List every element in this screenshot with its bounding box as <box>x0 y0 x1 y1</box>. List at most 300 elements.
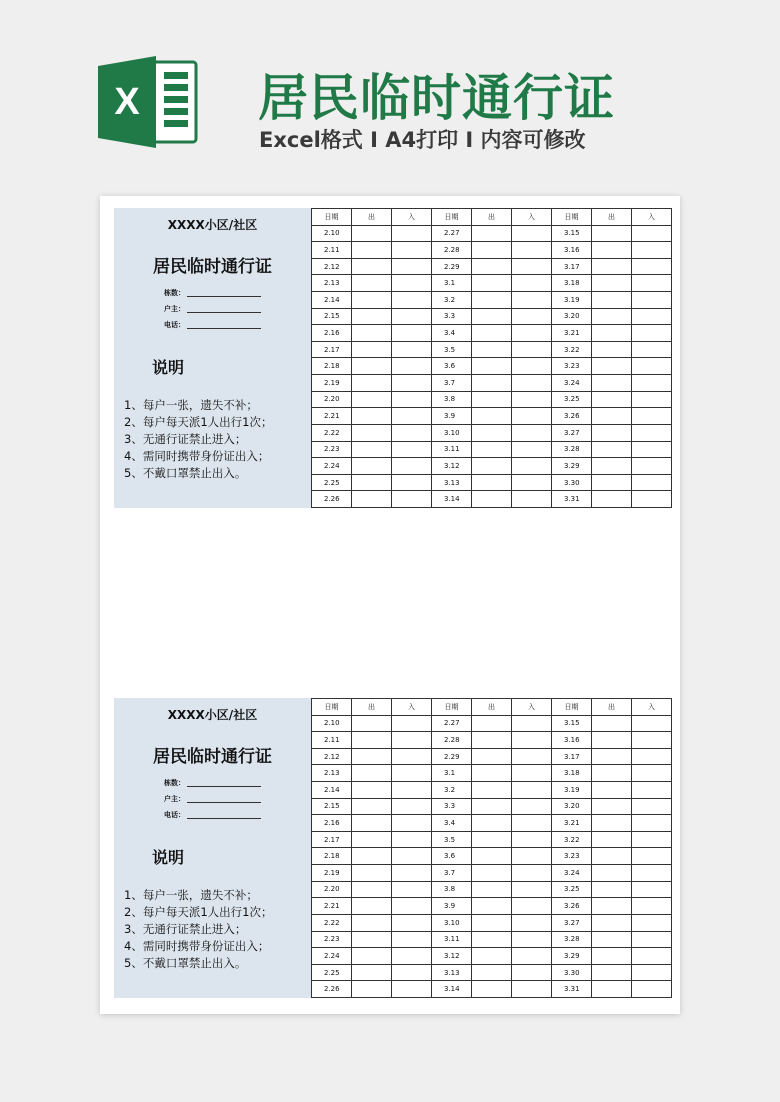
exit-cell[interactable] <box>352 308 392 325</box>
date-cell: 2.10 <box>312 715 352 732</box>
table-row <box>312 782 672 799</box>
exit-cell[interactable] <box>472 441 512 458</box>
entry-cell[interactable] <box>392 258 432 275</box>
exit-cell[interactable] <box>352 258 392 275</box>
entry-cell[interactable] <box>512 798 552 815</box>
exit-cell[interactable] <box>592 748 632 765</box>
exit-cell[interactable] <box>352 732 392 749</box>
entry-cell[interactable] <box>632 391 672 408</box>
date-cell: 3.12 <box>432 948 472 965</box>
entry-cell[interactable] <box>632 341 672 358</box>
exit-cell[interactable] <box>352 424 392 441</box>
date-cell: 3.28 <box>552 931 592 948</box>
date-cell: 2.21 <box>312 898 352 915</box>
exit-cell[interactable] <box>592 865 632 882</box>
exit-cell[interactable] <box>352 358 392 375</box>
exit-cell[interactable] <box>472 408 512 425</box>
exit-cell[interactable] <box>592 275 632 292</box>
entry-cell[interactable] <box>632 948 672 965</box>
table-row <box>312 258 672 275</box>
entry-cell[interactable] <box>632 732 672 749</box>
exit-cell[interactable] <box>472 242 512 259</box>
exit-cell[interactable] <box>592 441 632 458</box>
building-label: 栋数： <box>164 289 185 297</box>
entry-cell[interactable] <box>392 931 432 948</box>
date-cell: 3.24 <box>552 375 592 392</box>
exit-cell[interactable] <box>352 391 392 408</box>
exit-cell[interactable] <box>472 491 512 508</box>
exit-cell[interactable] <box>472 848 512 865</box>
exit-cell[interactable] <box>352 474 392 491</box>
rule-item: 3、无通行证禁止进入； <box>124 922 247 936</box>
date-cell: 3.7 <box>432 375 472 392</box>
exit-cell[interactable] <box>352 408 392 425</box>
community-name: XXXX小区/社区 <box>167 708 258 722</box>
exit-cell[interactable] <box>472 258 512 275</box>
entry-cell[interactable] <box>392 474 432 491</box>
exit-cell[interactable] <box>472 914 512 931</box>
pass-info-panel <box>114 698 311 998</box>
exit-cell[interactable] <box>592 292 632 309</box>
exit-cell[interactable] <box>352 831 392 848</box>
exit-cell[interactable] <box>472 474 512 491</box>
exit-cell[interactable] <box>592 375 632 392</box>
exit-cell[interactable] <box>352 898 392 915</box>
exit-cell[interactable] <box>352 981 392 998</box>
date-cell: 3.16 <box>552 242 592 259</box>
table-row <box>312 898 672 915</box>
table-row <box>312 474 672 491</box>
entry-cell[interactable] <box>512 865 552 882</box>
entry-cell[interactable] <box>512 275 552 292</box>
table-row <box>312 865 672 882</box>
exit-cell[interactable] <box>592 715 632 732</box>
table-row <box>312 375 672 392</box>
entry-cell[interactable] <box>632 458 672 475</box>
exit-cell[interactable] <box>472 831 512 848</box>
table-row <box>312 292 672 309</box>
exit-cell[interactable] <box>592 914 632 931</box>
entry-cell[interactable] <box>392 292 432 309</box>
table-row <box>312 275 672 292</box>
entry-cell[interactable] <box>512 715 552 732</box>
exit-cell[interactable] <box>592 391 632 408</box>
table-row <box>312 225 672 242</box>
phone-field <box>164 810 185 820</box>
date-cell: 2.13 <box>312 765 352 782</box>
entry-cell[interactable] <box>632 242 672 259</box>
building-field <box>164 778 185 788</box>
entry-cell[interactable] <box>512 358 552 375</box>
exit-cell[interactable] <box>352 964 392 981</box>
entry-cell[interactable] <box>392 914 432 931</box>
exit-cell[interactable] <box>592 474 632 491</box>
exit-cell[interactable] <box>592 732 632 749</box>
date-cell: 3.2 <box>432 292 472 309</box>
entry-cell[interactable] <box>392 491 432 508</box>
entry-cell[interactable] <box>512 258 552 275</box>
date-cell: 3.12 <box>432 458 472 475</box>
date-cell: 2.12 <box>312 258 352 275</box>
exit-cell[interactable] <box>352 782 392 799</box>
exit-cell[interactable] <box>472 275 512 292</box>
exit-cell[interactable] <box>472 375 512 392</box>
entry-cell[interactable] <box>392 308 432 325</box>
entry-cell[interactable] <box>632 441 672 458</box>
exit-cell[interactable] <box>472 898 512 915</box>
entry-cell[interactable] <box>392 408 432 425</box>
exit-cell[interactable] <box>352 815 392 832</box>
entry-cell[interactable] <box>632 914 672 931</box>
exit-cell[interactable] <box>592 258 632 275</box>
exit-cell[interactable] <box>592 491 632 508</box>
exit-cell[interactable] <box>472 964 512 981</box>
entry-cell[interactable] <box>632 831 672 848</box>
date-cell: 2.16 <box>312 815 352 832</box>
exit-cell[interactable] <box>472 815 512 832</box>
date-cell: 2.17 <box>312 341 352 358</box>
exit-cell[interactable] <box>352 275 392 292</box>
entry-cell[interactable] <box>632 815 672 832</box>
table-row <box>312 881 672 898</box>
entry-cell[interactable] <box>632 308 672 325</box>
entry-cell[interactable] <box>392 748 432 765</box>
exit-cell[interactable] <box>472 292 512 309</box>
entry-cell[interactable] <box>392 242 432 259</box>
exit-cell[interactable] <box>592 458 632 475</box>
exit-cell[interactable] <box>352 441 392 458</box>
exit-cell[interactable] <box>592 931 632 948</box>
column-header: 出 <box>592 209 632 226</box>
table-row <box>312 765 672 782</box>
exit-cell[interactable] <box>352 225 392 242</box>
entry-cell[interactable] <box>512 225 552 242</box>
entry-cell[interactable] <box>392 964 432 981</box>
entry-cell[interactable] <box>392 424 432 441</box>
entry-cell[interactable] <box>632 931 672 948</box>
entry-cell[interactable] <box>632 981 672 998</box>
entry-cell[interactable] <box>392 798 432 815</box>
exit-cell[interactable] <box>352 325 392 342</box>
entry-cell[interactable] <box>512 782 552 799</box>
entry-cell[interactable] <box>392 898 432 915</box>
exit-cell[interactable] <box>472 225 512 242</box>
date-log-table <box>311 698 672 998</box>
exit-cell[interactable] <box>352 715 392 732</box>
entry-cell[interactable] <box>632 798 672 815</box>
exit-cell[interactable] <box>352 865 392 882</box>
entry-cell[interactable] <box>632 964 672 981</box>
exit-cell[interactable] <box>472 782 512 799</box>
entry-cell[interactable] <box>392 225 432 242</box>
exit-cell[interactable] <box>472 424 512 441</box>
entry-cell[interactable] <box>632 881 672 898</box>
entry-cell[interactable] <box>512 491 552 508</box>
entry-cell[interactable] <box>392 865 432 882</box>
exit-cell[interactable] <box>472 715 512 732</box>
exit-cell[interactable] <box>592 881 632 898</box>
entry-cell[interactable] <box>632 292 672 309</box>
date-cell: 2.24 <box>312 948 352 965</box>
exit-cell[interactable] <box>592 981 632 998</box>
description-title: 说明 <box>152 358 185 377</box>
exit-cell[interactable] <box>352 242 392 259</box>
entry-cell[interactable] <box>632 748 672 765</box>
entry-cell[interactable] <box>512 292 552 309</box>
exit-cell[interactable] <box>592 948 632 965</box>
rule-item: 5、不戴口罩禁止出入。 <box>124 466 247 480</box>
owner-input-line[interactable] <box>187 802 261 803</box>
exit-cell[interactable] <box>592 898 632 915</box>
entry-cell[interactable] <box>632 375 672 392</box>
pass-card <box>114 208 672 508</box>
date-cell: 3.6 <box>432 358 472 375</box>
phone-label: 电话： <box>164 321 185 329</box>
exit-cell[interactable] <box>472 391 512 408</box>
entry-cell[interactable] <box>392 375 432 392</box>
exit-cell[interactable] <box>592 815 632 832</box>
date-cell: 2.23 <box>312 931 352 948</box>
date-cell: 3.3 <box>432 308 472 325</box>
table-row <box>312 914 672 931</box>
entry-cell[interactable] <box>392 275 432 292</box>
exit-cell[interactable] <box>592 798 632 815</box>
exit-cell[interactable] <box>472 798 512 815</box>
entry-cell[interactable] <box>512 325 552 342</box>
date-cell: 2.26 <box>312 491 352 508</box>
entry-cell[interactable] <box>512 914 552 931</box>
date-cell: 3.15 <box>552 715 592 732</box>
entry-cell[interactable] <box>392 341 432 358</box>
entry-cell[interactable] <box>512 748 552 765</box>
exit-cell[interactable] <box>352 765 392 782</box>
date-cell: 3.1 <box>432 765 472 782</box>
entry-cell[interactable] <box>392 358 432 375</box>
date-cell: 3.17 <box>552 258 592 275</box>
entry-cell[interactable] <box>512 458 552 475</box>
entry-cell[interactable] <box>512 375 552 392</box>
table-row <box>312 948 672 965</box>
date-cell: 3.14 <box>432 981 472 998</box>
column-header: 日期 <box>432 699 472 716</box>
entry-cell[interactable] <box>512 898 552 915</box>
exit-cell[interactable] <box>472 931 512 948</box>
entry-cell[interactable] <box>512 765 552 782</box>
date-cell: 2.13 <box>312 275 352 292</box>
exit-cell[interactable] <box>352 848 392 865</box>
entry-cell[interactable] <box>512 881 552 898</box>
date-cell: 2.22 <box>312 914 352 931</box>
date-cell: 3.9 <box>432 408 472 425</box>
entry-cell[interactable] <box>632 408 672 425</box>
exit-cell[interactable] <box>592 341 632 358</box>
column-header: 入 <box>392 699 432 716</box>
phone-input-line[interactable] <box>187 328 261 329</box>
entry-cell[interactable] <box>632 424 672 441</box>
date-cell: 3.28 <box>552 441 592 458</box>
exit-cell[interactable] <box>472 732 512 749</box>
exit-cell[interactable] <box>352 931 392 948</box>
entry-cell[interactable] <box>512 391 552 408</box>
entry-cell[interactable] <box>632 325 672 342</box>
entry-cell[interactable] <box>392 848 432 865</box>
date-cell: 2.19 <box>312 375 352 392</box>
entry-cell[interactable] <box>392 441 432 458</box>
rule-item: 1、每户一张，遗失不补； <box>124 398 258 412</box>
exit-cell[interactable] <box>352 375 392 392</box>
date-cell: 2.20 <box>312 881 352 898</box>
date-cell: 2.26 <box>312 981 352 998</box>
exit-cell[interactable] <box>592 848 632 865</box>
community-name: XXXX小区/社区 <box>167 218 258 232</box>
column-header: 出 <box>352 699 392 716</box>
phone-input-line[interactable] <box>187 818 261 819</box>
entry-cell[interactable] <box>512 931 552 948</box>
entry-cell[interactable] <box>632 898 672 915</box>
entry-cell[interactable] <box>512 474 552 491</box>
date-cell: 3.18 <box>552 275 592 292</box>
entry-cell[interactable] <box>392 458 432 475</box>
exit-cell[interactable] <box>472 948 512 965</box>
entry-cell[interactable] <box>632 258 672 275</box>
entry-cell[interactable] <box>512 815 552 832</box>
entry-cell[interactable] <box>512 242 552 259</box>
exit-cell[interactable] <box>352 798 392 815</box>
exit-cell[interactable] <box>472 341 512 358</box>
table-row <box>312 964 672 981</box>
entry-cell[interactable] <box>632 225 672 242</box>
exit-cell[interactable] <box>472 358 512 375</box>
date-cell: 2.16 <box>312 325 352 342</box>
exit-cell[interactable] <box>592 225 632 242</box>
entry-cell[interactable] <box>512 441 552 458</box>
date-cell: 3.23 <box>552 848 592 865</box>
phone-field <box>164 320 185 330</box>
exit-cell[interactable] <box>592 424 632 441</box>
entry-cell[interactable] <box>392 732 432 749</box>
entry-cell[interactable] <box>632 865 672 882</box>
exit-cell[interactable] <box>592 408 632 425</box>
table-row <box>312 441 672 458</box>
exit-cell[interactable] <box>472 748 512 765</box>
entry-cell[interactable] <box>392 765 432 782</box>
exit-cell[interactable] <box>472 325 512 342</box>
entry-cell[interactable] <box>392 782 432 799</box>
date-cell: 3.26 <box>552 408 592 425</box>
description-title: 说明 <box>152 848 185 867</box>
table-row <box>312 341 672 358</box>
entry-cell[interactable] <box>392 815 432 832</box>
table-row <box>312 981 672 998</box>
entry-cell[interactable] <box>632 848 672 865</box>
entry-cell[interactable] <box>392 881 432 898</box>
exit-cell[interactable] <box>592 358 632 375</box>
date-cell: 3.29 <box>552 948 592 965</box>
entry-cell[interactable] <box>632 765 672 782</box>
table-row <box>312 931 672 948</box>
exit-cell[interactable] <box>352 292 392 309</box>
table-row <box>312 424 672 441</box>
table-row <box>312 491 672 508</box>
entry-cell[interactable] <box>632 275 672 292</box>
exit-cell[interactable] <box>592 964 632 981</box>
exit-cell[interactable] <box>352 914 392 931</box>
entry-cell[interactable] <box>512 964 552 981</box>
entry-cell[interactable] <box>512 848 552 865</box>
exit-cell[interactable] <box>352 341 392 358</box>
entry-cell[interactable] <box>392 948 432 965</box>
date-cell: 3.27 <box>552 914 592 931</box>
building-input-line[interactable] <box>187 786 261 787</box>
date-cell: 3.27 <box>552 424 592 441</box>
exit-cell[interactable] <box>352 458 392 475</box>
table-row <box>312 732 672 749</box>
entry-cell[interactable] <box>392 981 432 998</box>
entry-cell[interactable] <box>512 732 552 749</box>
entry-cell[interactable] <box>512 831 552 848</box>
exit-cell[interactable] <box>472 881 512 898</box>
column-header: 出 <box>472 699 512 716</box>
exit-cell[interactable] <box>472 458 512 475</box>
entry-cell[interactable] <box>632 358 672 375</box>
date-cell: 2.24 <box>312 458 352 475</box>
entry-cell[interactable] <box>392 831 432 848</box>
entry-cell[interactable] <box>512 948 552 965</box>
exit-cell[interactable] <box>592 325 632 342</box>
pass-title: 居民临时通行证 <box>153 257 272 277</box>
table-row <box>312 831 672 848</box>
owner-input-line[interactable] <box>187 312 261 313</box>
date-cell: 2.10 <box>312 225 352 242</box>
exit-cell[interactable] <box>352 948 392 965</box>
date-cell: 3.25 <box>552 391 592 408</box>
rule-item: 4、需同时携带身份证出入； <box>124 939 270 953</box>
rule-item: 5、不戴口罩禁止出入。 <box>124 956 247 970</box>
exit-cell[interactable] <box>352 491 392 508</box>
entry-cell[interactable] <box>392 715 432 732</box>
logo-letter: X <box>114 81 140 123</box>
date-cell: 3.19 <box>552 292 592 309</box>
entry-cell[interactable] <box>632 474 672 491</box>
exit-cell[interactable] <box>592 242 632 259</box>
entry-cell[interactable] <box>512 341 552 358</box>
entry-cell[interactable] <box>512 308 552 325</box>
entry-cell[interactable] <box>392 391 432 408</box>
exit-cell[interactable] <box>592 765 632 782</box>
exit-cell[interactable] <box>352 881 392 898</box>
entry-cell[interactable] <box>512 981 552 998</box>
building-input-line[interactable] <box>187 296 261 297</box>
exit-cell[interactable] <box>592 308 632 325</box>
column-header: 日期 <box>552 699 592 716</box>
exit-cell[interactable] <box>472 865 512 882</box>
exit-cell[interactable] <box>352 748 392 765</box>
exit-cell[interactable] <box>472 765 512 782</box>
exit-cell[interactable] <box>592 782 632 799</box>
exit-cell[interactable] <box>472 981 512 998</box>
entry-cell[interactable] <box>512 408 552 425</box>
exit-cell[interactable] <box>592 831 632 848</box>
exit-cell[interactable] <box>472 308 512 325</box>
entry-cell[interactable] <box>392 325 432 342</box>
entry-cell[interactable] <box>632 782 672 799</box>
entry-cell[interactable] <box>632 491 672 508</box>
table-row <box>312 458 672 475</box>
entry-cell[interactable] <box>512 424 552 441</box>
date-cell: 2.17 <box>312 831 352 848</box>
entry-cell[interactable] <box>632 715 672 732</box>
date-cell: 3.26 <box>552 898 592 915</box>
